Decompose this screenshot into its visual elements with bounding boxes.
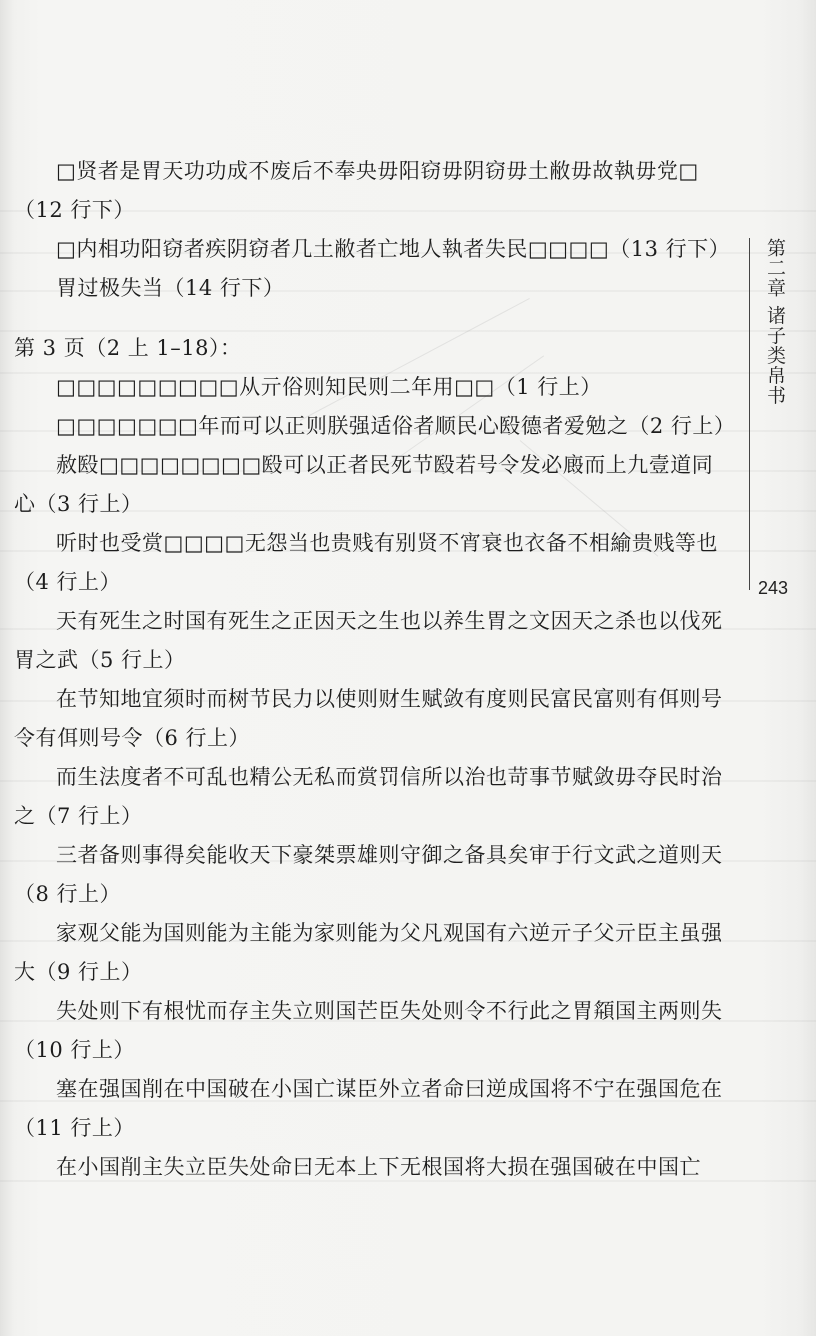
paragraph-7-shang: 而生法度者不可乱也精公无私而赏罚信所以治也苛事节赋敛毋夺民时治之（7 行上）: [14, 765, 723, 828]
running-chapter-title: 第二章 诸子类帛书: [764, 238, 786, 406]
body-text: [14, 152, 736, 1187]
paragraph-2-shang: □□□□□□□年而可以正则朕强适俗者顺民心殹德者爱勉之（2 行上）: [56, 414, 736, 438]
paragraph-11-shang: 塞在强国削在中国破在小国亡谋臣外立者命曰逆成国将不宁在强国危在（11 行上）: [14, 1077, 723, 1140]
paragraph-4-shang: 听时也受赏□□□□无怨当也贵贱有别贤不宵衰也衣备不相緰贵贱等也（4 行上）: [14, 531, 718, 594]
page-number: 243: [758, 578, 789, 598]
paragraph-13-xia: □内相功阳窃者疾阴窃者几土敝者亡地人執者失民□□□□（13 行下）: [56, 237, 731, 261]
paragraph-6-shang: 在节知地宜须时而树节民力以使则财生赋敛有度则民富民富则有佴则号令有佴则号令（6 行上）: [14, 687, 723, 750]
section-heading-page-3: 第 3 页（2 上 1–18）：: [14, 336, 242, 360]
paragraph-3-shang: 赦殹□□□□□□□□殹可以正者民死节殹若号令发必廄而上九壹道同心（3 行上）: [14, 453, 714, 516]
paragraph-12-shang: 在小国削主失立臣失处命曰无本上下无根国将大损在强国破在中国亡: [56, 1155, 701, 1179]
paragraph-1-shang: □□□□□□□□□从亓俗则知民则二年用□□（1 行上）: [56, 375, 602, 399]
paragraph-8-shang: 三者备则事得矣能收天下豪桀票雄则守御之备具矣审于行文武之道则天（8 行上）: [14, 843, 723, 906]
paragraph-12-xia: □贤者是胃天功功成不废后不奉央毋阳窃毋阴窃毋土敝毋故執毋党□（12 行下）: [14, 159, 699, 222]
paragraph-10-shang: 失处则下有根忧而存主失立则国芒臣失处则令不行此之胃頯国主两则失（10 行上）: [14, 999, 723, 1062]
margin-rule: [749, 238, 750, 590]
paragraph-5-shang: 天有死生之时国有死生之正因天之生也以养生胃之文因天之杀也以伐死胃之武（5 行上）: [14, 609, 723, 672]
paragraph-14-xia: 胃过极失当（14 行下）: [56, 276, 285, 300]
paragraph-9-shang: 家观父能为国则能为主能为家则能为父凡观国有六逆亓子父亓臣主虽强大（9 行上）: [14, 921, 723, 984]
